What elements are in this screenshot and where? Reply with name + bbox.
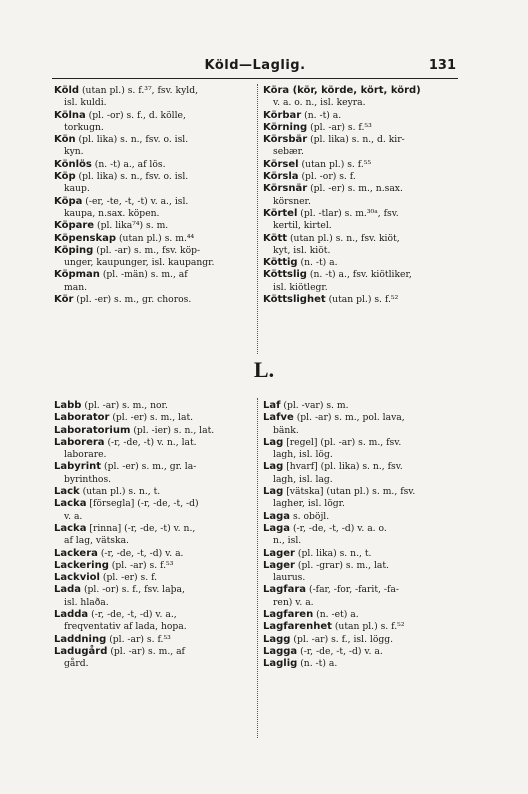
dictionary-entry [263,548,459,560]
dictionary-entry [54,486,250,498]
entry-continuation: lagher, isl. lögr. [273,498,345,510]
entry-headword: Köpman [54,269,100,281]
bottom-right-column [263,400,459,671]
entry-continuation: bänk. [273,424,299,436]
entry-continuation: man. [64,281,88,293]
entry-grammar: (-r, -de, -t, -d) v. a. [300,645,383,657]
dictionary-entry [263,134,459,159]
entry-headword: Lackviol [54,572,100,584]
header-rule [52,78,458,79]
entry-grammar: (n. -t) a., af lös. [94,158,166,170]
entry-headword: Kött [263,232,288,244]
entry-continuation: kaupa, n.sax. köpen. [64,207,160,219]
entry-grammar: (-r, -de, -t, -d) v. a. [100,547,184,559]
entry-headword: Laborera [54,436,105,448]
dictionary-entry [54,548,250,560]
entry-continuation: ren) v. a. [273,596,314,608]
dictionary-entry [54,646,250,671]
entry-headword: Köttslighet [263,294,326,306]
dictionary-entry [263,412,459,437]
dictionary-entry [263,257,459,269]
entry-grammar: (pl. -er) s. f. [102,572,158,584]
entry-grammar: (utan pl.) s. f.⁵² [334,621,405,633]
entry-grammar: (utan pl.) s. n., fsv. kiöt, [289,232,400,244]
entry-continuation: isl. hlaða. [64,596,109,608]
entry-headword: Lagfara [263,584,307,596]
entry-headword: Lagga [263,645,298,657]
entry-headword: Lafve [263,412,294,424]
entry-continuation: kertil, kirtel. [273,220,332,232]
entry-headword: Lacka [54,522,87,534]
entry-headword: Lag [263,436,284,448]
entry-headword: Laga [263,510,291,522]
entry-continuation: freqventativ af lada, hopa. [64,621,187,633]
entry-headword: Köpa [54,195,83,207]
entry-grammar: [vätska] (utan pl.) s. m., fsv. [286,486,416,498]
entry-continuation: v. a. [64,510,83,522]
section-letter: L. [253,357,275,382]
entry-grammar: (pl. -er) s. m., gr. la- [103,461,197,473]
entry-headword: Lada [54,584,82,596]
entry-grammar: (pl. -ier) s. n., lat. [133,424,215,436]
entry-grammar: (pl. -or) s. f., d. kölle, [88,109,186,121]
entry-continuation: körsner. [273,195,311,207]
dictionary-entry [54,245,250,270]
dictionary-entry [263,110,459,122]
dictionary-entry [263,461,459,486]
dictionary-entry [263,294,459,306]
entry-headword: Laboratorium [54,424,131,436]
entry-grammar: (pl. -tlar) s. m.³⁰ᵃ, fsv. [300,207,399,219]
dictionary-entry [54,171,250,196]
entry-continuation: kyt, isl. kiöt. [273,244,331,256]
entry-continuation: isl. kuldi. [64,97,107,109]
dictionary-entry [263,523,459,548]
dictionary-entry [54,294,250,306]
entry-grammar: (n. -et) a. [316,609,359,621]
bottom-left-column [54,400,250,671]
entry-headword: Labyrint [54,461,102,473]
entry-headword: Lager [263,559,295,571]
entry-continuation: kyn. [64,146,84,158]
column-divider-bottom [257,398,258,738]
dictionary-entry [54,134,250,159]
entry-grammar: (-r, -de, -t, -d) v. a. o. [292,522,387,534]
entry-grammar: (utan pl.) s. f.³⁷, fsv. kyld, [81,85,199,96]
entry-headword: Kön [54,134,76,146]
entry-headword: Könlös [54,158,92,170]
entry-grammar: [regel] (pl. -ar) s. m., fsv. [286,436,402,448]
entry-headword: Köttslig [263,269,307,281]
entry-continuation: v. a. o. n., isl. keyra. [273,97,366,109]
dictionary-entry [263,646,459,658]
entry-grammar: (-r, -de, -t, -d) v. a., [91,609,177,621]
entry-grammar: (pl. -or) s. f. [301,171,356,183]
entry-headword: Körning [263,121,308,133]
dictionary-entry [54,523,250,548]
dictionary-entry [263,634,459,646]
entry-grammar: (pl. lika) s. n., t. [297,547,372,559]
entry-headword: Laborator [54,412,110,424]
entry-continuation: laurus. [273,572,306,584]
entry-continuation: sebær. [273,146,304,158]
running-title: Köld—Laglig. [204,58,306,73]
dictionary-entry [54,85,250,110]
entry-headword: Köpare [54,220,95,232]
dictionary-entry [263,560,459,585]
dictionary-entry [263,159,459,171]
entry-grammar: (utan pl.) s. m.⁴⁴ [118,232,195,244]
entry-grammar: (utan pl.) s. f.⁵⁵ [301,158,372,170]
page-number: 131 [428,58,456,73]
entry-headword: Lager [263,547,295,559]
entry-headword: Köttig [263,257,298,269]
entry-headword: Ladugård [54,645,108,657]
dictionary-entry [263,183,459,208]
entry-continuation: laborare. [64,449,107,461]
entry-grammar: (pl. -ar) s. f., isl. lögg. [293,633,394,645]
entry-grammar: (-er, -te, -t, -t) v. a., isl. [85,195,189,207]
entry-headword: Labb [54,400,82,411]
dictionary-entry [263,511,459,523]
dictionary-entry [54,159,250,171]
dictionary-entry [263,400,459,412]
dictionary-entry [263,85,459,110]
top-right-column [263,85,459,306]
entry-continuation: n., isl. [273,535,302,547]
entry-grammar: (utan pl.) s. f.⁵² [328,294,399,306]
entry-grammar: (-r, -de, -t) v. n., lat. [107,436,197,448]
entry-grammar: (pl. -er) s. m., lat. [112,412,194,424]
entry-headword: Körsel [263,158,299,170]
entry-continuation: kaup. [64,183,90,195]
entry-grammar: (pl. lika) s. n., d. kir- [310,134,405,146]
entry-continuation: byrinthos. [64,473,112,485]
entry-headword: Köld [54,85,80,96]
entry-headword: Laddning [54,633,107,645]
entry-grammar: (pl. -ar) s. f.⁵³ [310,121,372,133]
dictionary-entry [54,584,250,609]
entry-headword: Lagfaren [263,609,314,621]
entry-headword: Lacka [54,498,87,510]
entry-headword: Lack [54,486,80,498]
entry-grammar: (pl. lika) s. n., fsv. o. isl. [78,134,189,146]
dictionary-entry [54,220,250,232]
entry-grammar: (n. -t) a. [300,257,338,269]
dictionary-entry [54,425,250,437]
entry-headword: Lackering [54,559,109,571]
entry-headword: Ladda [54,609,89,621]
dictionary-entry [54,609,250,634]
entry-grammar: [hvarf] (pl. lika) s. n., fsv. [286,461,403,473]
entry-grammar: (pl. -grar) s. m., lat. [297,559,389,571]
dictionary-entry [263,269,459,294]
entry-grammar: s. oböjl. [292,510,330,522]
entry-headword: Laf [263,400,281,411]
entry-headword: Körsnär [263,183,308,195]
entry-headword: Lagfarenhet [263,621,332,633]
entry-grammar: (pl. lika⁷⁴) s. m. [97,220,169,232]
entry-grammar: [rinna] (-r, -de, -t) v. n., [89,522,196,534]
entry-grammar: (pl. -män) s. m., af [102,269,188,281]
entry-grammar: (pl. -ar) s. m., pol. lava, [296,412,405,424]
entry-grammar: (n. -t) a. [304,109,342,121]
entry-continuation: af lag, vätska. [64,535,129,547]
dictionary-entry [263,584,459,609]
entry-headword: Köpenskap [54,232,117,244]
column-divider-top [257,84,258,354]
running-header [52,58,458,76]
dictionary-entry [54,634,250,646]
entry-grammar: (pl. -er) s. m., n.sax. [310,183,403,195]
dictionary-entry [263,171,459,183]
dictionary-entry [54,560,250,572]
dictionary-entry [54,196,250,221]
dictionary-entry [54,110,250,135]
entry-continuation: gård. [64,658,89,670]
entry-grammar: (utan pl.) s. n., t. [82,486,161,498]
entry-grammar: (pl. -ar) s. m., nor. [84,400,168,411]
entry-headword: Köra (kör, körde, kört, körd) [263,85,421,96]
dictionary-entry [263,658,459,670]
dictionary-entry [263,122,459,134]
dictionary-entry [263,233,459,258]
dictionary-entry [263,208,459,233]
entry-headword: Lackera [54,547,98,559]
dictionary-entry [54,269,250,294]
entry-headword: Körbar [263,109,302,121]
entry-headword: Kölna [54,109,86,121]
dictionary-entry [263,437,459,462]
entry-grammar: (n. -t) a., fsv. kiötliker, [309,269,412,281]
dictionary-entry [54,461,250,486]
dictionary-entry [54,437,250,462]
entry-headword: Köp [54,171,76,183]
entry-headword: Laglig [263,658,298,670]
entry-grammar: (-far, -for, -farit, -fa- [308,584,399,596]
entry-headword: Lag [263,486,284,498]
dictionary-entry [263,486,459,511]
entry-continuation: isl. kiötlegr. [273,281,328,293]
entry-headword: Laga [263,522,291,534]
entry-headword: Köping [54,244,94,256]
entry-headword: Lagg [263,633,291,645]
entry-headword: Körtel [263,207,298,219]
entry-continuation: unger, kaupunger, isl. kaupangr. [64,257,215,269]
entry-continuation: lagh, isl. lag. [273,473,333,485]
entry-grammar: (pl. -er) s. m., gr. choros. [76,294,192,306]
entry-headword: Lag [263,461,284,473]
dictionary-entry [263,621,459,633]
entry-headword: Kör [54,294,74,306]
entry-grammar: (pl. -var) s. m. [283,400,349,411]
entry-headword: Körsbär [263,134,308,146]
entry-grammar: [försegla] (-r, -de, -t, -d) [89,498,199,510]
entry-grammar: (pl. -ar) s. m., fsv. köp- [96,244,201,256]
entry-continuation: lagh, isl. lög. [273,449,333,461]
entry-grammar: (pl. -or) s. f., fsv. laþa, [83,584,185,596]
entry-grammar: (pl. lika) s. n., fsv. o. isl. [78,171,189,183]
top-left-column [54,85,250,306]
dictionary-entry [54,498,250,523]
entry-headword: Körsla [263,171,299,183]
entry-continuation: torkugn. [64,121,104,133]
entry-grammar: (n. -t) a. [300,658,338,670]
entry-grammar: (pl. -ar) s. f.⁵³ [109,633,171,645]
dictionary-entry [263,609,459,621]
entry-grammar: (pl. -ar) s. m., af [110,645,185,657]
dictionary-entry [54,233,250,245]
entry-grammar: (pl. -ar) s. f.⁵³ [111,559,174,571]
dictionary-entry [54,572,250,584]
dictionary-entry [54,412,250,424]
dictionary-entry [54,400,250,412]
